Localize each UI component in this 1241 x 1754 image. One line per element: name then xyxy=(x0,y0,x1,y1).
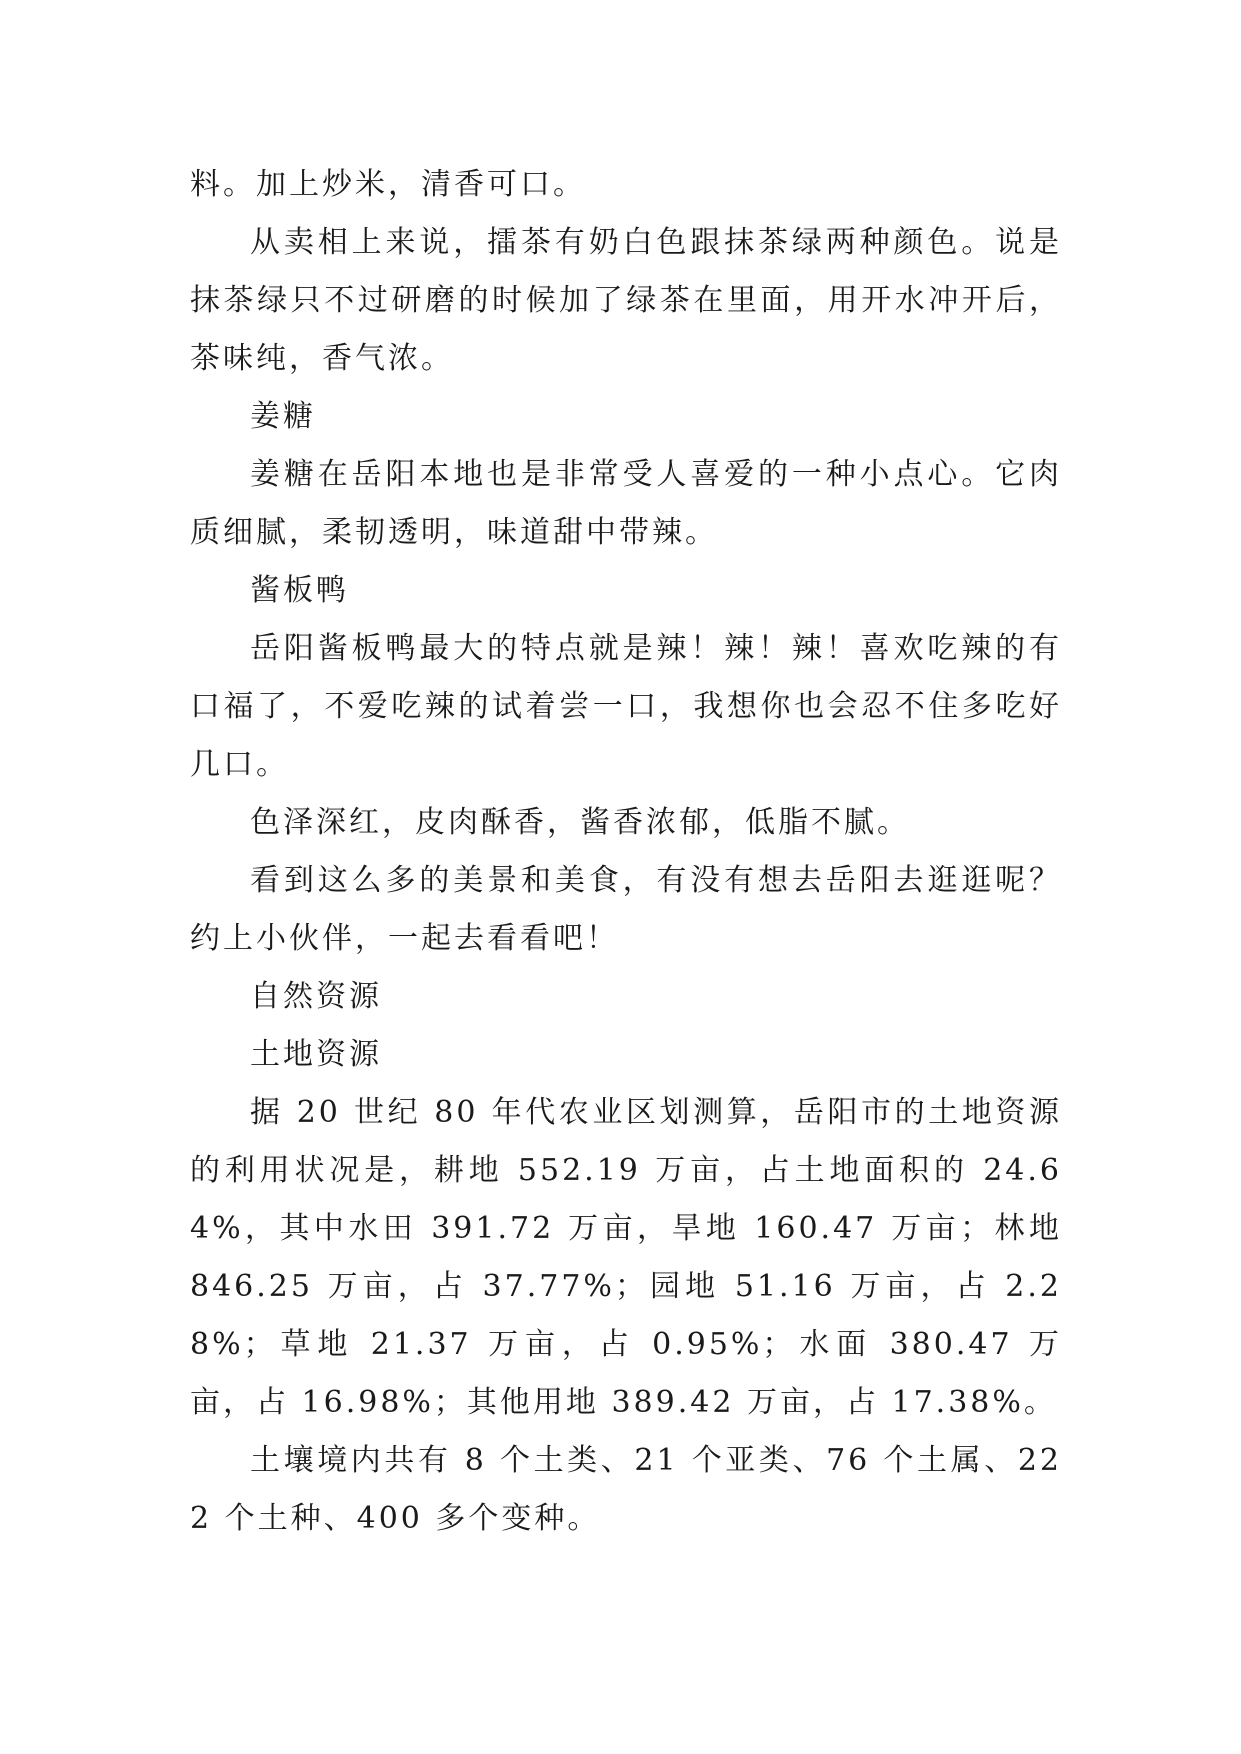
heading-ginger-candy: 姜糖 xyxy=(250,399,316,434)
heading-sauce-duck: 酱板鸭 xyxy=(250,573,349,608)
paragraph-ginger-candy: 姜糖在岳阳本地也是非常受人喜爱的一种小点心。它肉质细腻，柔韧透明，味道甜中带辣。 xyxy=(190,457,1062,550)
paragraph-invitation: 看到这么多的美景和美食，有没有想去岳阳去逛逛呢？约上小伙伴，一起去看看吧！ xyxy=(190,863,1062,956)
heading-land-resources: 土地资源 xyxy=(250,1037,382,1072)
heading-natural-resources: 自然资源 xyxy=(250,979,382,1014)
paragraph-leicha-appearance: 从卖相上来说，擂茶有奶白色跟抹茶绿两种颜色。说是抹茶绿只不过研磨的时候加了绿茶在里面，用开水冲开后，茶味纯，香气浓。 xyxy=(190,225,1062,376)
body-text xyxy=(190,156,1062,1548)
paragraph-land-use: 据 20 世纪 80 年代农业区划测算，岳阳市的土地资源的利用状况是，耕地 552.19 万亩，占土地面积的 24.64%，其中水田 391.72 万亩，旱地 160.47 万亩；林地 846.25 万亩，占 37.77%；园地 51.16 万亩，占 2.28%；草地 21.37 万亩，占 0.95%；水面 380.47 万亩，占 16.98%；其他用地 389.42 万亩，占 17.38%。 xyxy=(190,1095,1062,1420)
paragraph-soil: 土壤境内共有 8 个土类、21 个亚类、76 个土属、222 个土种、400 多个变种。 xyxy=(190,1443,1062,1536)
paragraph-sauce-duck-traits: 色泽深红，皮肉酥香，酱香浓郁，低脂不腻。 xyxy=(250,805,910,840)
paragraph-sauce-duck: 岳阳酱板鸭最大的特点就是辣！辣！辣！喜欢吃辣的有口福了，不爱吃辣的试着尝一口，我想你也会忍不住多吃好几口。 xyxy=(190,631,1062,782)
paragraph-continuation: 料。加上炒米，清香可口。 xyxy=(190,167,586,202)
